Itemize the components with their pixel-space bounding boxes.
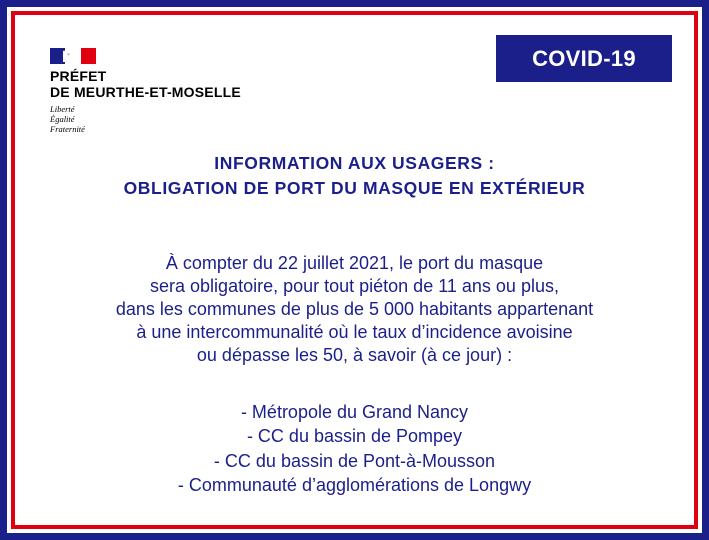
motto-egalite: Égalité — [50, 114, 75, 124]
notice-line: ou dépasse les 50, à savoir (à ce jour) : — [196, 345, 513, 365]
notice-line: sera obligatoire, pour tout piéton de 11 ans ou plus, — [150, 276, 559, 296]
area-list-item: - CC du bassin de Pompey — [246, 426, 463, 446]
marianne-flag-icon — [50, 48, 96, 64]
area-list-item: - Communauté d’agglomérations de Longwy — [177, 475, 532, 495]
notice-line: dans les communes de plus de 5 000 habitants appartenant — [115, 299, 594, 319]
covid-badge: COVID-19 — [496, 35, 672, 82]
heading-information: INFORMATION AUX USAGERS : — [214, 153, 495, 173]
notice-line: À compter du 22 juillet 2021, le port du masque — [165, 253, 544, 273]
area-list-item: - Métropole du Grand Nancy — [240, 402, 469, 422]
motto-liberte: Liberté — [50, 104, 75, 114]
prefecture-logo — [50, 48, 290, 134]
republic-motto — [50, 104, 290, 134]
area-list-item: - CC du bassin de Pont-à-Mousson — [213, 451, 496, 471]
notice-line: à une intercommunalité où le taux d’incidence avoisine — [136, 322, 573, 342]
prefet-title-line-2: DE MEURTHE-ET-MOSELLE — [50, 84, 241, 100]
prefet-title-line-1: PRÉFET — [50, 68, 107, 84]
heading-obligation: OBLIGATION DE PORT DU MASQUE EN EXTÉRIEUR — [123, 178, 586, 198]
motto-fraternite: Fraternité — [50, 124, 85, 134]
